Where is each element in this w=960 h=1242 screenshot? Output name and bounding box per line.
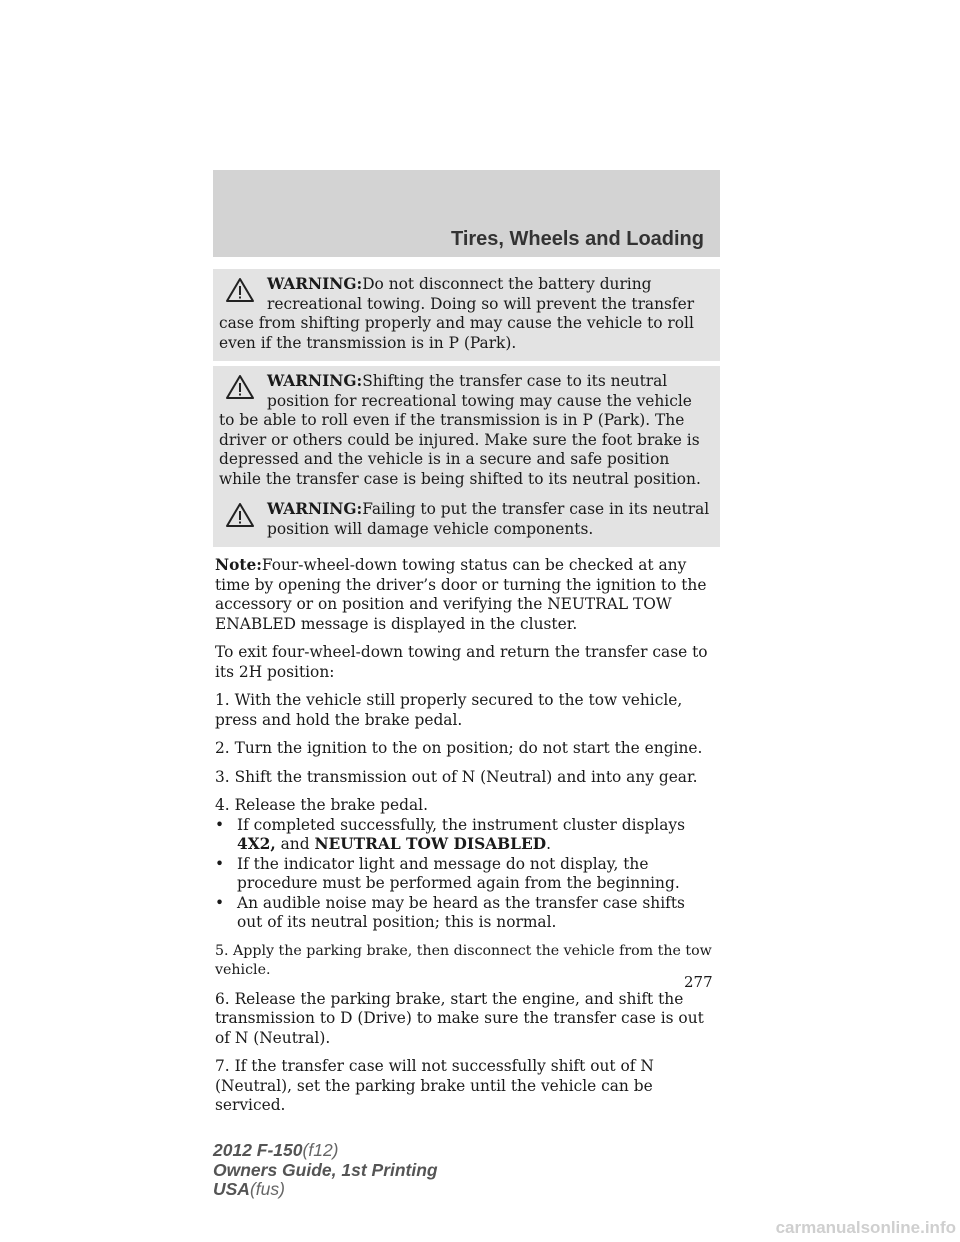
footer-guide: Owners Guide, 1st Printing	[213, 1159, 438, 1180]
footer-line-region	[213, 1180, 438, 1200]
warning-label: WARNING:	[267, 500, 363, 518]
warning-box-components	[213, 494, 720, 547]
footer-model: 2012 F-150	[213, 1140, 303, 1160]
step-7: 7. If the transfer case will not successfully shift out of N (Neutral), set the parking brake until the vehicle can be serviced.	[215, 1057, 654, 1114]
bullet-item	[215, 816, 715, 855]
footer-line-guide	[213, 1161, 438, 1181]
warning-triangle-icon	[225, 502, 255, 528]
step-1: 1. With the vehicle still properly secured to the tow vehicle, press and hold the brake pedal.	[215, 691, 683, 729]
section-title: Tires, Wheels and Loading	[450, 228, 704, 250]
footer-region: USA	[213, 1179, 250, 1199]
note-paragraph	[215, 556, 715, 634]
note-text: Four-wheel-down towing status can be checked at any time by opening the driver’s door or turning the ignition to the accessory or on position and verifying the NEUTRAL TOW ENABLED message is displayed in the cluster.	[215, 556, 707, 633]
body-content	[215, 556, 715, 1125]
bullet-text: An audible noise may be heard as the transfer case shifts out of its neutral position; this is normal.	[237, 893, 685, 931]
bullet-marker: •	[215, 854, 225, 873]
bullet-text-part: .	[546, 835, 551, 853]
warning-text: Failing to put the transfer case in its neutral position will damage vehicle components.	[267, 500, 710, 538]
footer-model-code: (f12)	[302, 1140, 339, 1160]
footer-region-code: (fus)	[249, 1179, 285, 1199]
intro-paragraph: To exit four-wheel-down towing and return the transfer case to its 2H position:	[215, 643, 708, 681]
bullet-text-part: and	[275, 835, 315, 853]
step-4: 4. Release the brake pedal.	[215, 796, 428, 814]
bullet-item	[215, 855, 715, 894]
footer-print-info	[213, 1141, 438, 1200]
bullet-item	[215, 894, 715, 933]
step-5: 5. Apply the parking brake, then disconnect the vehicle from the tow vehicle.	[215, 942, 712, 978]
warning-triangle-icon	[225, 374, 255, 400]
bullet-marker: •	[215, 815, 225, 834]
watermark: carmanualsonline.info	[775, 1218, 956, 1237]
footer-line-model	[213, 1141, 438, 1161]
bullet-marker: •	[215, 893, 225, 912]
section-header-band	[213, 170, 720, 257]
warning-text: Shifting the transfer case to its neutral position for recreational towing may cause the vehicle to be able to roll even if the transmission is in P (Park). The driver or others could be injured. Make sure the foot brake is depressed and the vehicle is in a secure and safe position while the transfer case is being shifted to its neutral position.	[219, 372, 701, 488]
note-label: Note:	[215, 556, 262, 574]
warning-label: WARNING:	[267, 275, 363, 293]
step-2: 2. Turn the ignition to the on position; do not start the engine.	[215, 739, 703, 757]
bullet-bold-neutral-tow-disabled: NEUTRAL TOW DISABLED	[314, 835, 547, 853]
warning-triangle-icon	[225, 277, 255, 303]
page-number: 277	[684, 973, 713, 991]
warning-text: Do not disconnect the battery during recreational towing. Doing so will prevent the transfer case from shifting properly and may cause the vehicle to roll even if the transmission is in P (Park).	[219, 275, 695, 352]
warning-box-transfer-case	[213, 366, 720, 497]
warning-box-battery	[213, 269, 720, 361]
bullet-bold-4x2: 4X2,	[237, 835, 276, 853]
warning-label: WARNING:	[267, 372, 363, 390]
bullet-text-part: If completed successfully, the instrument cluster displays	[237, 815, 685, 834]
bullet-text	[237, 816, 715, 855]
step-6: 6. Release the parking brake, start the engine, and shift the transmission to D (Drive) to make sure the transfer case is out of N (Neutral).	[215, 989, 704, 1047]
step-3: 3. Shift the transmission out of N (Neutral) and into any gear.	[215, 767, 698, 786]
bullet-text: If the indicator light and message do not display, the procedure must be performed again from the beginning.	[237, 854, 680, 892]
